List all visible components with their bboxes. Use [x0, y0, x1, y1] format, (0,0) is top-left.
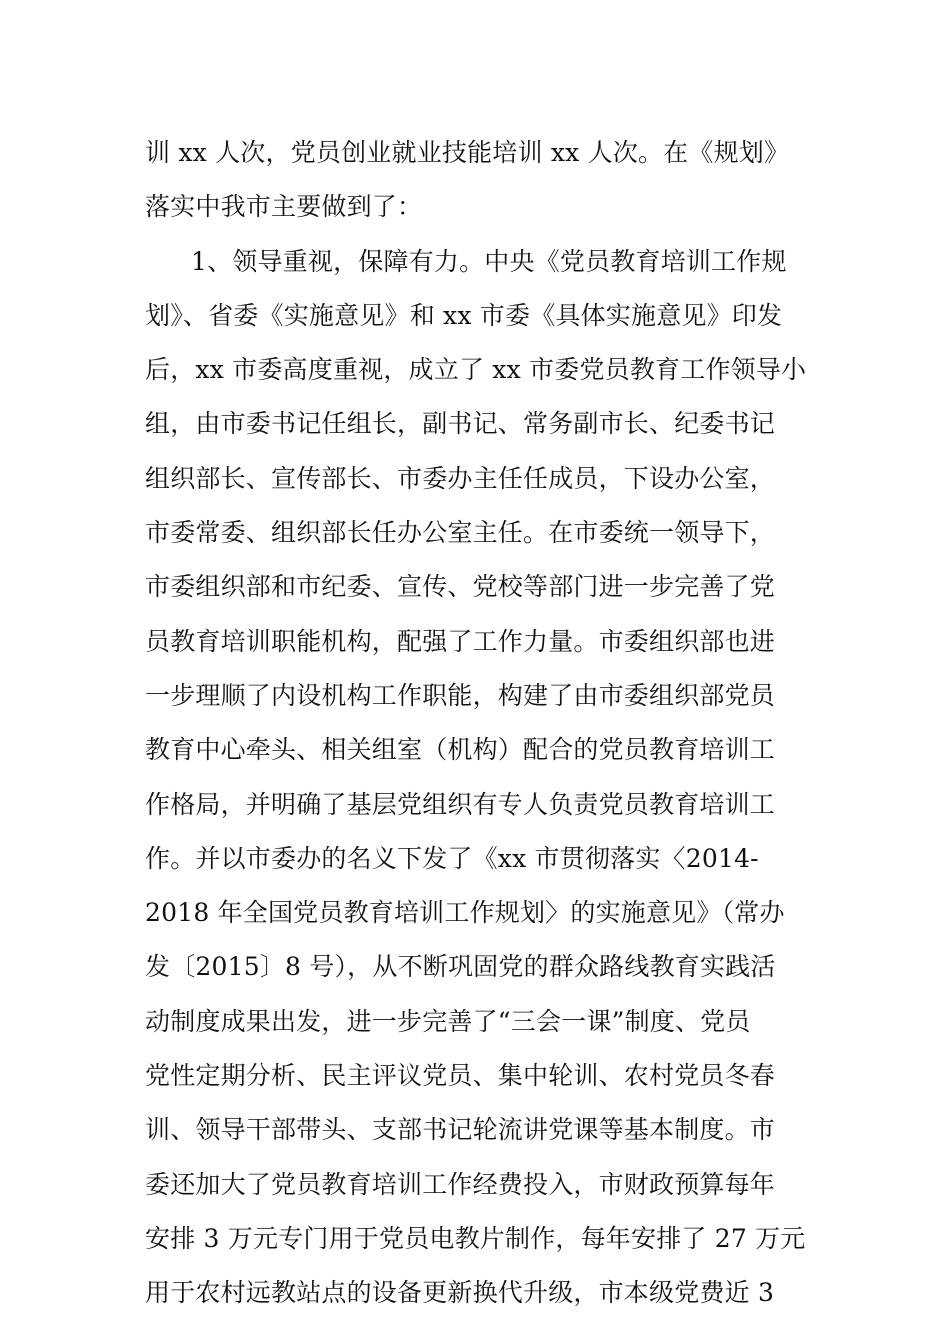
body-text — [145, 126, 810, 1321]
text-line: 安排 3 万元专门用于党员电教片制作，每年安排了 27 万元 — [145, 1223, 806, 1253]
text-line: 用于农村远教站点的设备更新换代升级，市本级党费近 3 — [145, 1278, 775, 1308]
text-line: 作。并以市委办的名义下发了《xx 市贯彻落实〈2014- — [145, 843, 759, 873]
text-line: 员教育培训职能机构，配强了工作力量。市委组织部也进 — [145, 626, 776, 656]
text-line: 训 xx 人次，党员创业就业技能培训 xx 人次。在《规划》 — [145, 138, 790, 167]
text-line: 后，xx 市委高度重视，成立了 xx 市委党员教育工作领导小 — [145, 355, 807, 385]
text-line: 组织部长、宣传部长、市委办主任任成员，下设办公室， — [145, 463, 776, 493]
text-line: 教育中心牵头、相关组室（机构）配合的党员教育培训工 — [145, 735, 776, 765]
text-line: 组，由市委书记任组长，副书记、常务副市长、纪委书记 — [145, 409, 776, 439]
text-line: 落实中我市主要做到了： — [145, 192, 423, 222]
text-line: 党性定期分析、民主评议党员、集中轮训、农村党员冬春 — [145, 1061, 776, 1091]
text-line: 作格局，并明确了基层党组织有专人负责党员教育培训工 — [145, 789, 776, 819]
text-line: 划》、省委《实施意见》和 xx 市委《具体实施意见》印发 — [145, 300, 783, 330]
text-line: 市委组织部和市纪委、宣传、党校等部门进一步完善了党 — [145, 572, 776, 602]
text-line: 动制度成果出发，进一步完善了“三会一课”制度、党员 — [145, 1006, 751, 1036]
text-line: 一步理顺了内设机构工作职能，构建了由市委组织部党员 — [145, 680, 776, 710]
text-line: 训、领导干部带头、支部书记轮流讲党课等基本制度。市 — [145, 1115, 776, 1145]
text-line: 市委常委、组织部长任办公室主任。在市委统一领导下， — [145, 518, 776, 548]
text-line: 发〔2015〕8 号），从不断巩固党的群众路线教育实践活 — [145, 952, 776, 982]
text-line: 2018 年全国党员教育培训工作规划〉的实施意见》（常办 — [145, 898, 785, 928]
paragraph-start-line: 1、领导重视，保障有力。中央《党员教育培训工作规 — [191, 246, 787, 276]
text-line: 委还加大了党员教育培训工作经费投入，市财政预算每年 — [145, 1169, 776, 1199]
